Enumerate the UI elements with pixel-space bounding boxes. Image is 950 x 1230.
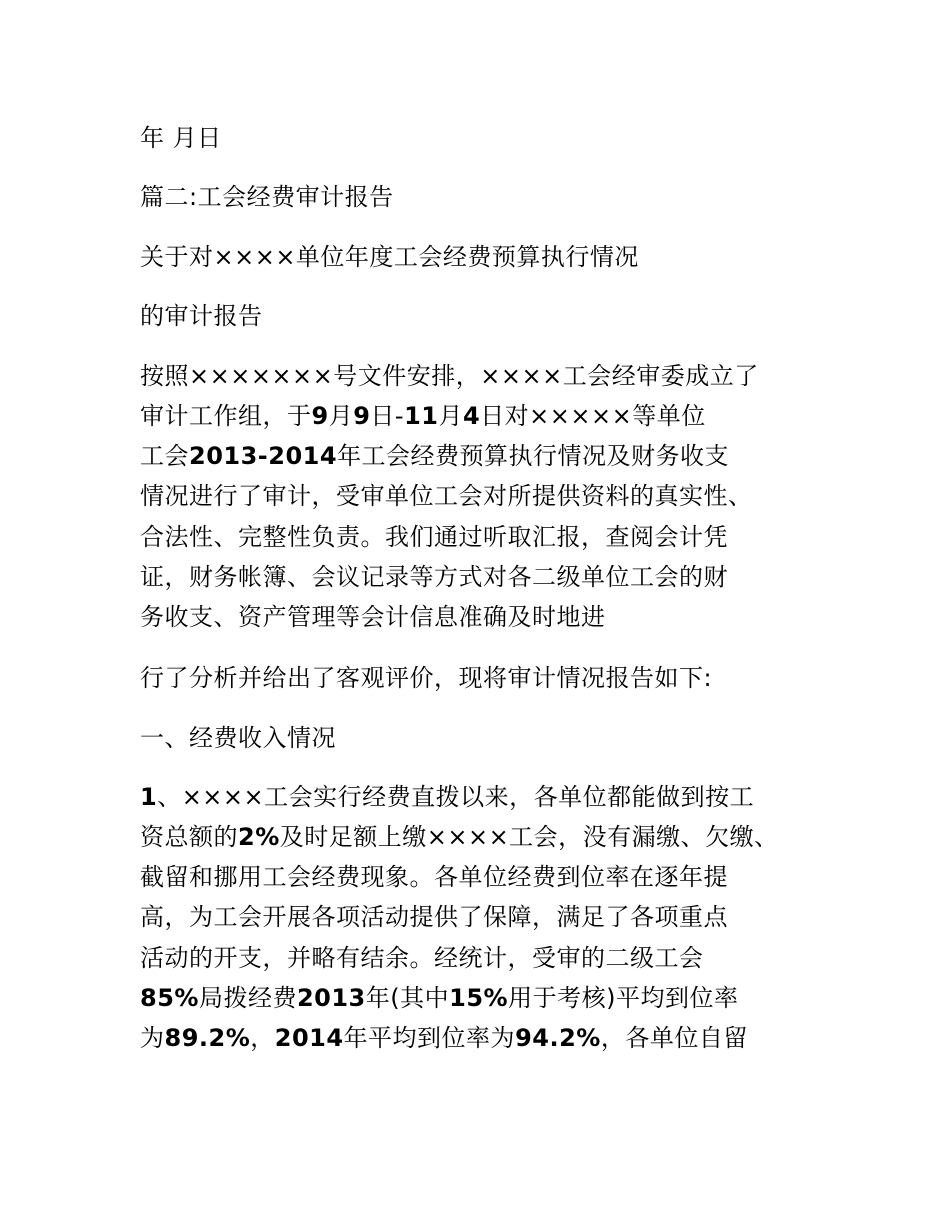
paragraph-2-line-7: 为89.2%，2014年平均到位率为94.2%，各单位自留 bbox=[140, 1024, 748, 1052]
report-title-line-2: 的审计报告 bbox=[140, 302, 263, 330]
paragraph-1-line-4: 情况进行了审计，受审单位工会对所提供资料的真实性、 bbox=[140, 482, 753, 510]
heading-income: 一、经费收入情况 bbox=[140, 724, 336, 752]
paragraph-2-line-4: 高，为工会开展各项活动提供了保障，满足了各项重点 bbox=[140, 903, 728, 931]
paragraph-2-line-6: 85%局拨经费2013年(其中15%用于考核)平均到位率 bbox=[140, 984, 739, 1012]
paragraph-1-continuation: 行了分析并给出了客观评价，现将审计情况报告如下: bbox=[140, 664, 713, 692]
section-title: 篇二:工会经费审计报告 bbox=[140, 183, 394, 211]
paragraph-1-line-5: 合法性、完整性负责。我们通过听取汇报，查阅会计凭 bbox=[140, 523, 728, 551]
report-title-line-1: 关于对××××单位年度工会经费预算执行情况 bbox=[140, 243, 639, 271]
paragraph-1-line-6: 证，财务帐簿、会议记录等方式对各二级单位工会的财 bbox=[140, 563, 728, 591]
paragraph-1-line-1: 按照×××××××号文件安排，××××工会经审委成立了 bbox=[140, 362, 759, 390]
paragraph-2-line-3: 截留和挪用工会经费现象。各单位经费到位率在逐年提 bbox=[140, 863, 728, 891]
paragraph-1-line-7: 务收支、资产管理等会计信息准确及时地进 bbox=[140, 603, 606, 631]
paragraph-2-line-5: 活动的开支，并略有结余。经统计，受审的二级工会 bbox=[140, 944, 704, 972]
paragraph-2-line-2: 资总额的2%及时足额上缴××××工会，没有漏缴、欠缴、 bbox=[140, 823, 779, 851]
paragraph-1-line-3: 工会2013-2014年工会经费预算执行情况及财务收支 bbox=[140, 442, 730, 470]
date-line: 年 月日 bbox=[140, 124, 222, 152]
paragraph-1-line-2: 审计工作组，于9月9日-11月4日对×××××等单位 bbox=[140, 402, 706, 430]
paragraph-2-line-1: 1、××××工会实行经费直拨以来，各单位都能做到按工 bbox=[140, 783, 755, 811]
